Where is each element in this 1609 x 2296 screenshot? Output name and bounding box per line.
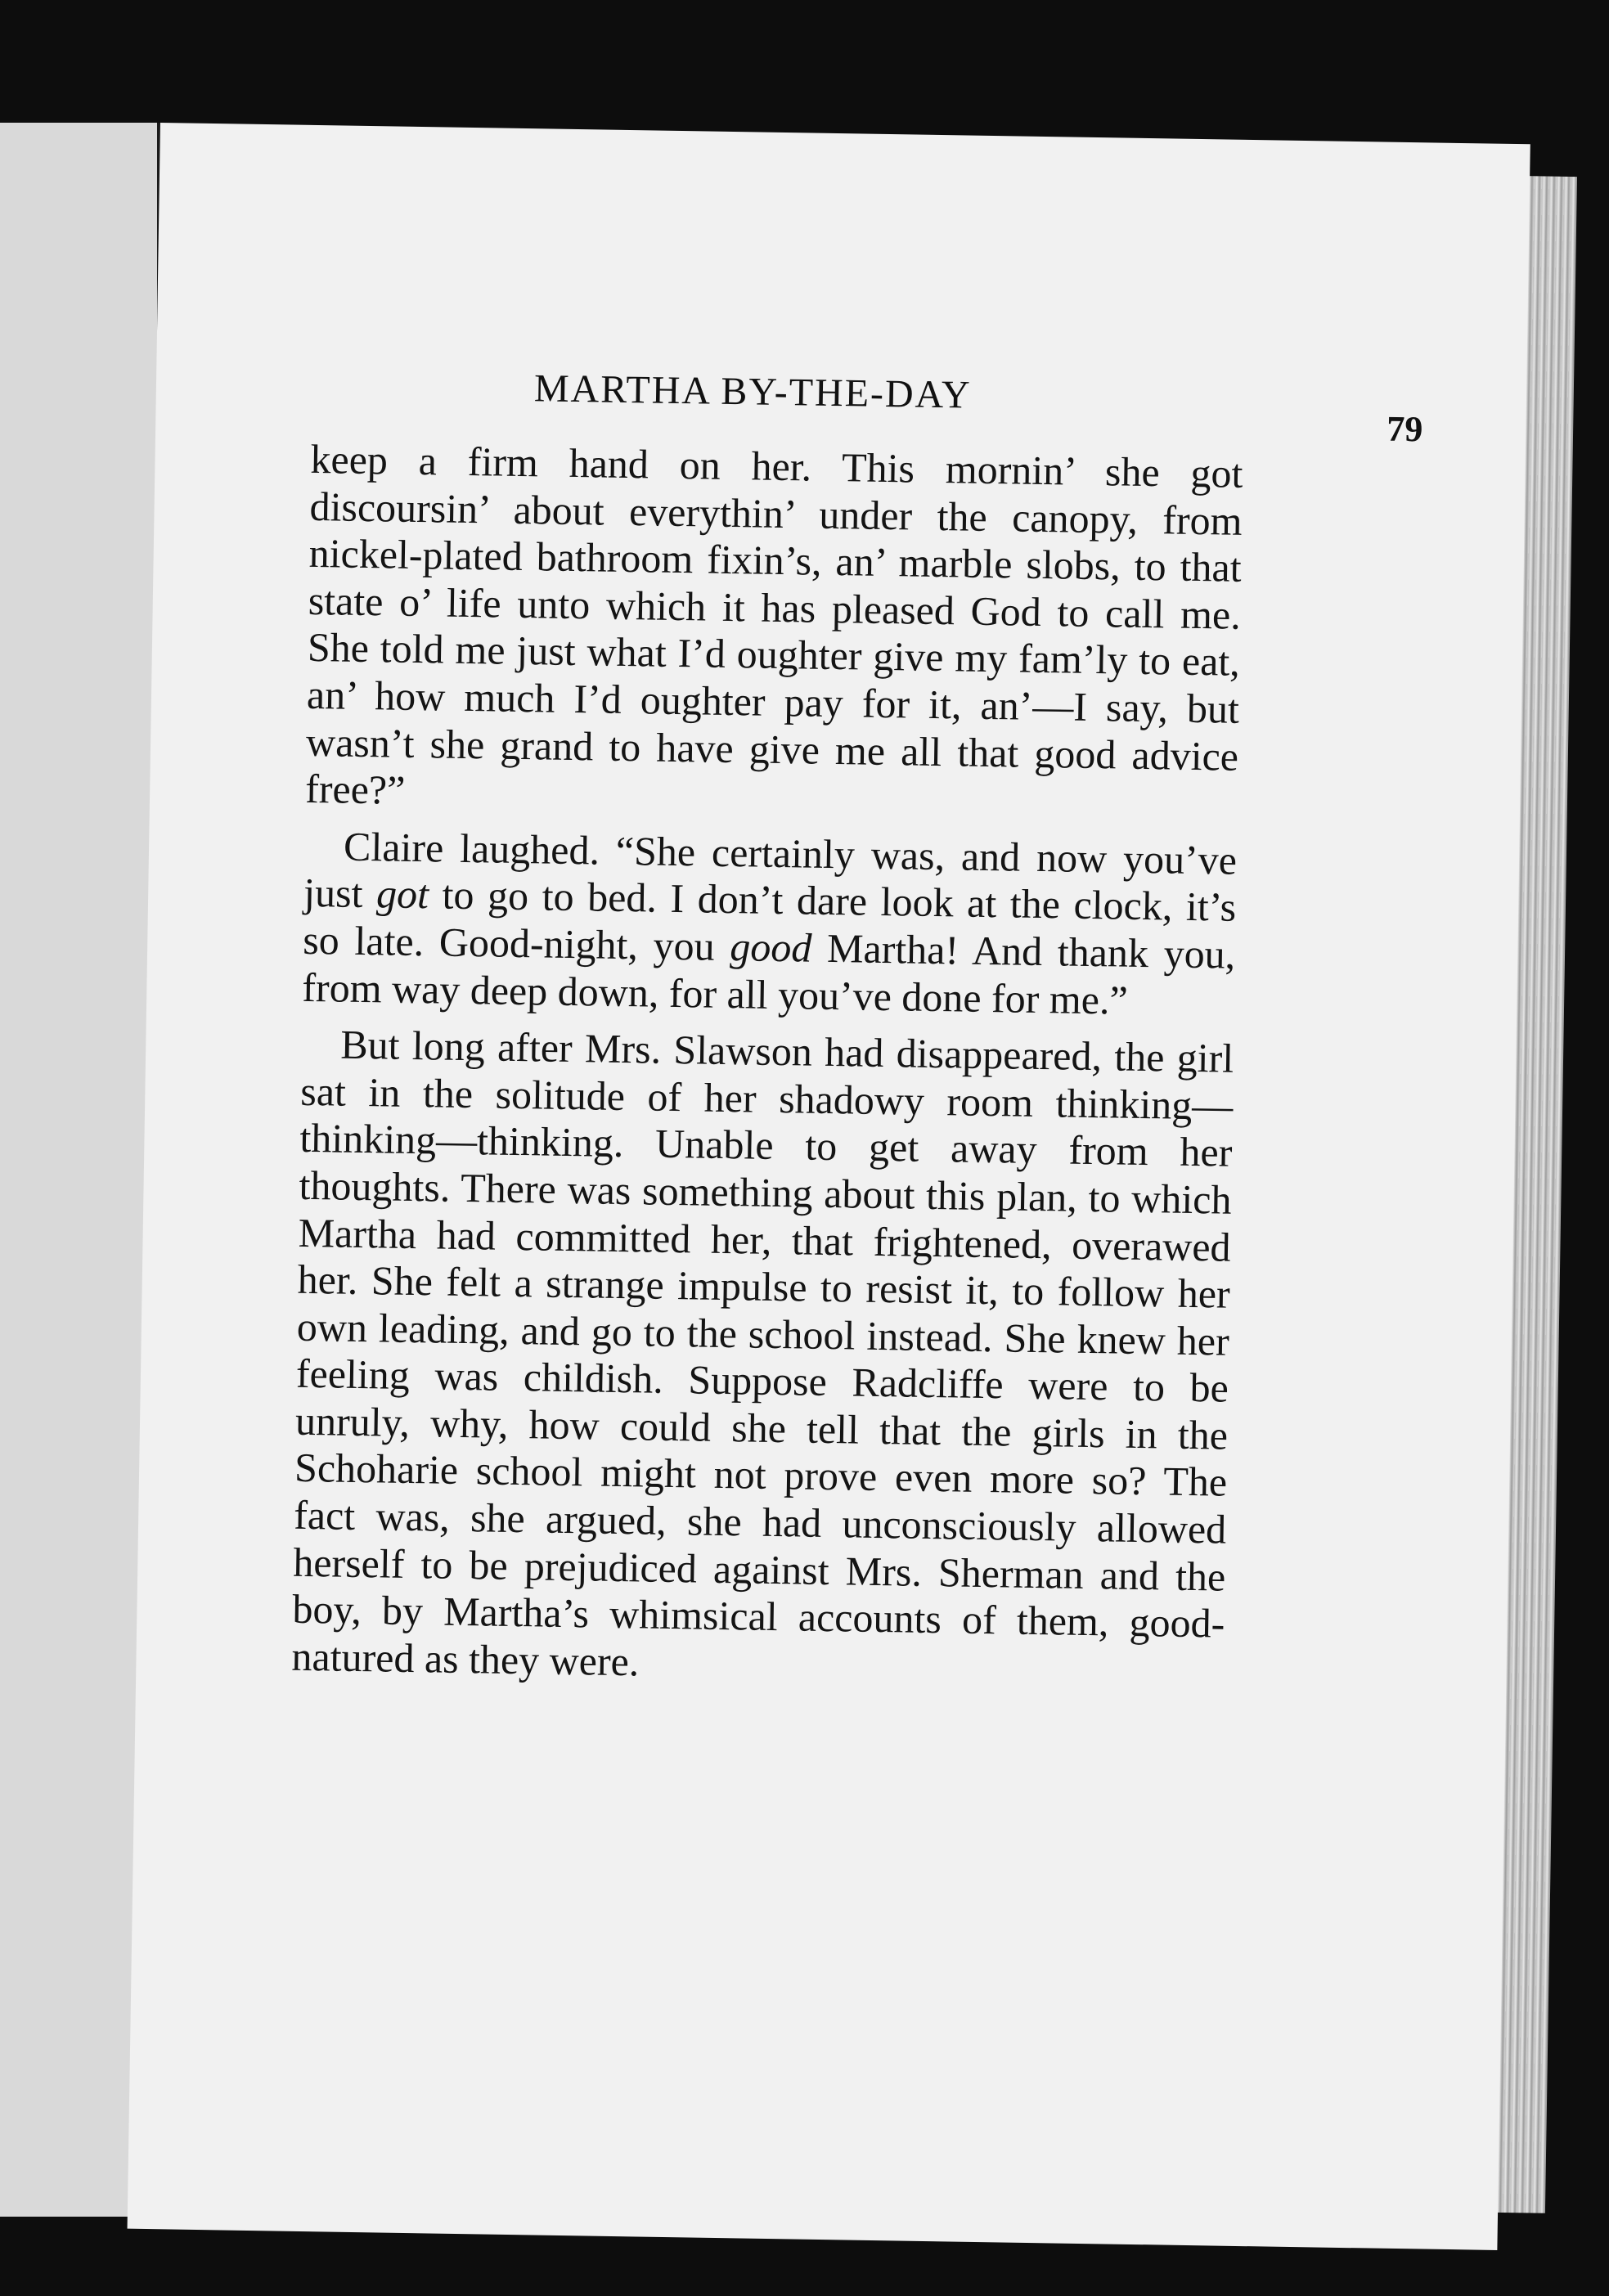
paragraph-3 bbox=[291, 1021, 1234, 1695]
paragraph-1 bbox=[305, 436, 1243, 828]
paragraph-3-text: But long after Mrs. Slawson had disappeared, the girl sat in the solitude of her shadowy room thinking—thinking—thinking. Unable to get away from her thoughts. There was something about this plan, to which Martha had committed her, that frightened, overawed her. She felt a strange impulse to resist it, to follow her own leading, and go to the school instead. She knew her feeling was childish. Suppose Radcliffe were to be unruly, why, how could she tell that the girls in the Schoharie school might not prove even more so? The fact was, she argued, she had unconsciously allowed herself to be prejudiced against Mrs. Sherman and the boy, by Martha’s whimsical accounts of them, good-natured as they were. bbox=[291, 1021, 1234, 1685]
paragraph-1-text: keep a firm hand on her. This mornin’ she got discoursin’ about everythin’ under the canopy, from nickel-plated bathroom fixin’s, an’ marble slobs, to that state o’ life unto which it has pleased God to call me. She told me just what I’d oughter give my fam’ly to eat, an’ how much I’d oughter pay for it, an’—I say, but wasn’t she grand to have give me all that good advice free?” bbox=[304, 435, 1243, 813]
book-page bbox=[128, 123, 1530, 2250]
paragraph-2-text-c: Martha! And thank you, from way deep down, for all you’ve done for me.” bbox=[301, 924, 1236, 1023]
body-text bbox=[291, 436, 1243, 1705]
italic-good: good bbox=[729, 923, 812, 971]
italic-got: got bbox=[375, 870, 429, 918]
paragraph-2-text-a: Claire laughed. “She certainly was, and now you’ve just bbox=[303, 823, 1238, 917]
running-head: MARTHA BY-THE-DAY bbox=[533, 366, 973, 417]
page-number: 79 bbox=[1386, 408, 1423, 450]
paragraph-2-text-b: to go to bed. I don’t dare look at the clock, it’s so late. Good-night, you bbox=[302, 871, 1237, 969]
paragraph-2 bbox=[302, 823, 1237, 1026]
